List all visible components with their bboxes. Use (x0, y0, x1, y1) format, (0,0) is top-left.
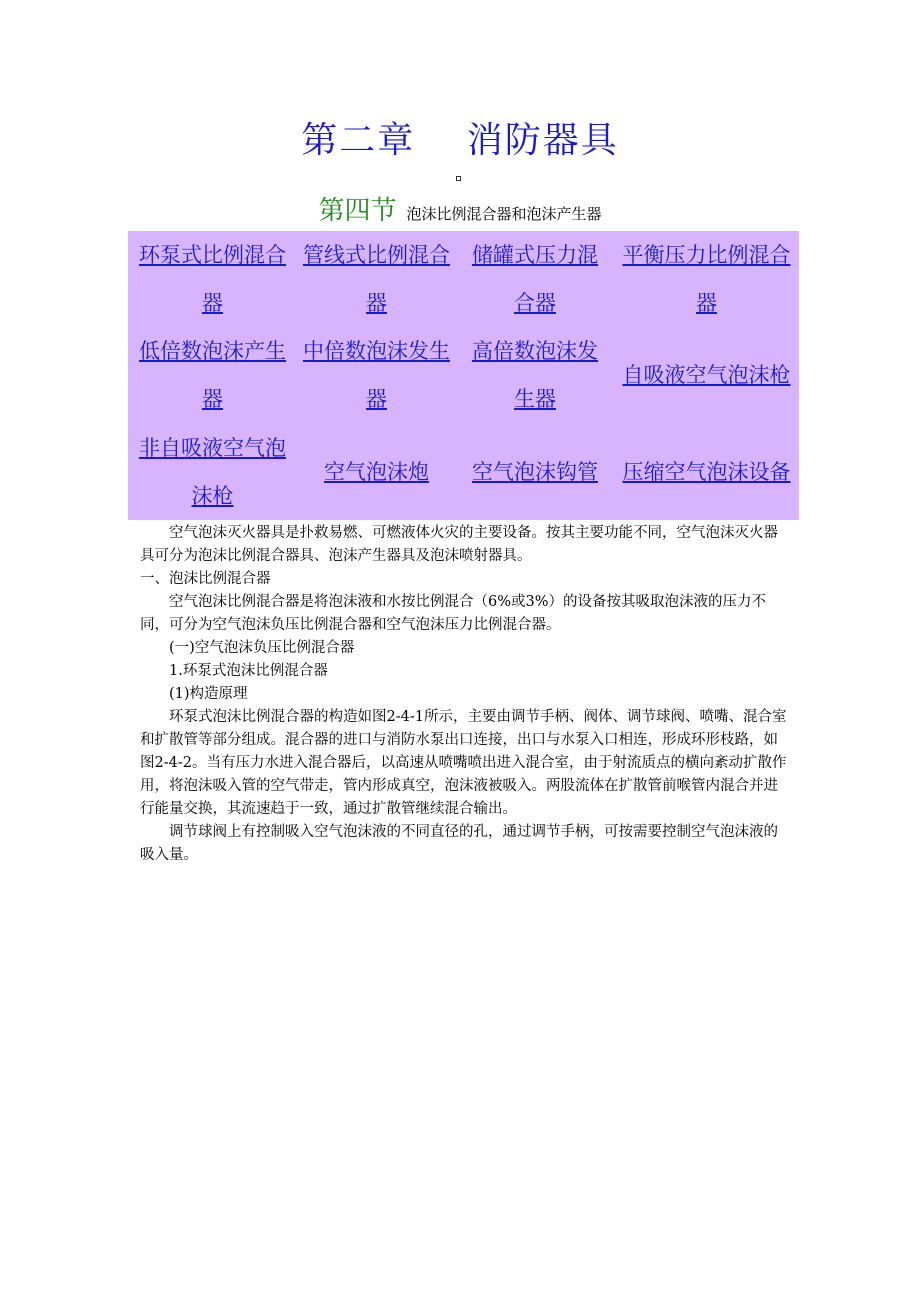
nav-cell (456, 231, 614, 327)
nav-link-compressed-air-foam-equipment[interactable]: 压缩空气泡沫设备 (622, 459, 791, 484)
nav-cell (297, 423, 456, 520)
nav-link-ring-pump-mixer[interactable]: 环泵式比例混合器 (139, 243, 286, 315)
nav-cell (128, 423, 297, 520)
nav-cell (128, 231, 297, 327)
paragraph-mixer: 空气泡沫比例混合器是将泡沫液和水按比例混合（6%或3%）的设备按其吸取泡沫液的压力不同，可分为空气泡沫负压比例混合器和空气泡沫压力比例混合器。 (140, 594, 767, 633)
nav-cell (456, 327, 614, 423)
nav-cell (128, 327, 297, 423)
nav-table (128, 231, 799, 520)
heading-level1: 一、泡沫比例混合器 (140, 571, 271, 587)
nav-link-high-expansion-generator[interactable]: 高倍数泡沫发生器 (472, 339, 598, 411)
nav-cell (614, 231, 799, 327)
chapter-title: 第二章 消防器具 (301, 120, 619, 161)
paragraph-structure: 环泵式泡沫比例混合器的构造如图2-4-1所示，主要由调节手柄、阀体、调节球阀、喷嘴、混合室和扩散管等部分组成。混合器的进口与消防水泵出口连接，出口与水泵入口相连，形成环形枝路，如图2-4-2。当有压力水进入混合器后，以高速从喷嘴喷出进入混合室，由于射流质点的横向紊动扩散作用，将泡沫吸入管的空气带走，管内形成真空，泡沫液被吸入。两股流体在扩散管前喉管内混合并进行能量交换，其流速趋于一致，通过扩散管继续混合输出。 (140, 709, 787, 817)
nav-cell (297, 231, 456, 327)
nav-cell (614, 423, 799, 520)
nav-link-self-suction-foam-gun[interactable]: 自吸液空气泡沫枪 (622, 363, 791, 387)
heading-level2: (一)空气泡沫负压比例混合器 (169, 640, 355, 656)
nav-link-balanced-pressure-mixer[interactable]: 平衡压力比例混合器 (622, 243, 791, 315)
body-text (140, 522, 790, 867)
paragraph-intro: 空气泡沫灭火器具是扑救易燃、可燃液体火灾的主要设备。按其主要功能不同，空气泡沫灭火器具可分为泡沫比例混合器具、泡沫产生器具及泡沫喷射器具。 (140, 525, 778, 564)
section-heading (0, 190, 920, 227)
section-number: 第四节 (318, 196, 397, 226)
nav-link-tank-pressure-mixer[interactable]: 储罐式压力混合器 (472, 243, 598, 315)
nav-link-medium-expansion-generator[interactable]: 中倍数泡沫发生器 (303, 339, 450, 411)
nav-cell (456, 423, 614, 520)
heading-level3: 1.环泵式泡沫比例混合器 (169, 663, 328, 679)
nav-cell (614, 327, 799, 423)
nav-link-inline-mixer[interactable]: 管线式比例混合器 (303, 243, 450, 315)
heading-level4: (1)构造原理 (169, 686, 248, 702)
paragraph-ball-valve: 调节球阀上有控制吸入空气泡沫液的不同直径的孔，通过调节手柄，可按需要控制空气泡沫液的吸入量。 (140, 824, 778, 863)
nav-link-low-expansion-generator[interactable]: 低倍数泡沫产生器 (139, 339, 286, 411)
nav-link-foam-cannon[interactable]: 空气泡沫炮 (324, 459, 429, 484)
nav-cell (297, 327, 456, 423)
nav-link-non-self-suction-foam-gun[interactable]: 非自吸液空气泡沫枪 (139, 435, 286, 508)
section-name: 泡沫比例混合器和泡沫产生器 (406, 205, 602, 223)
small-square-mark (456, 176, 461, 181)
nav-link-foam-hook-pipe[interactable]: 空气泡沫钩管 (472, 459, 598, 484)
